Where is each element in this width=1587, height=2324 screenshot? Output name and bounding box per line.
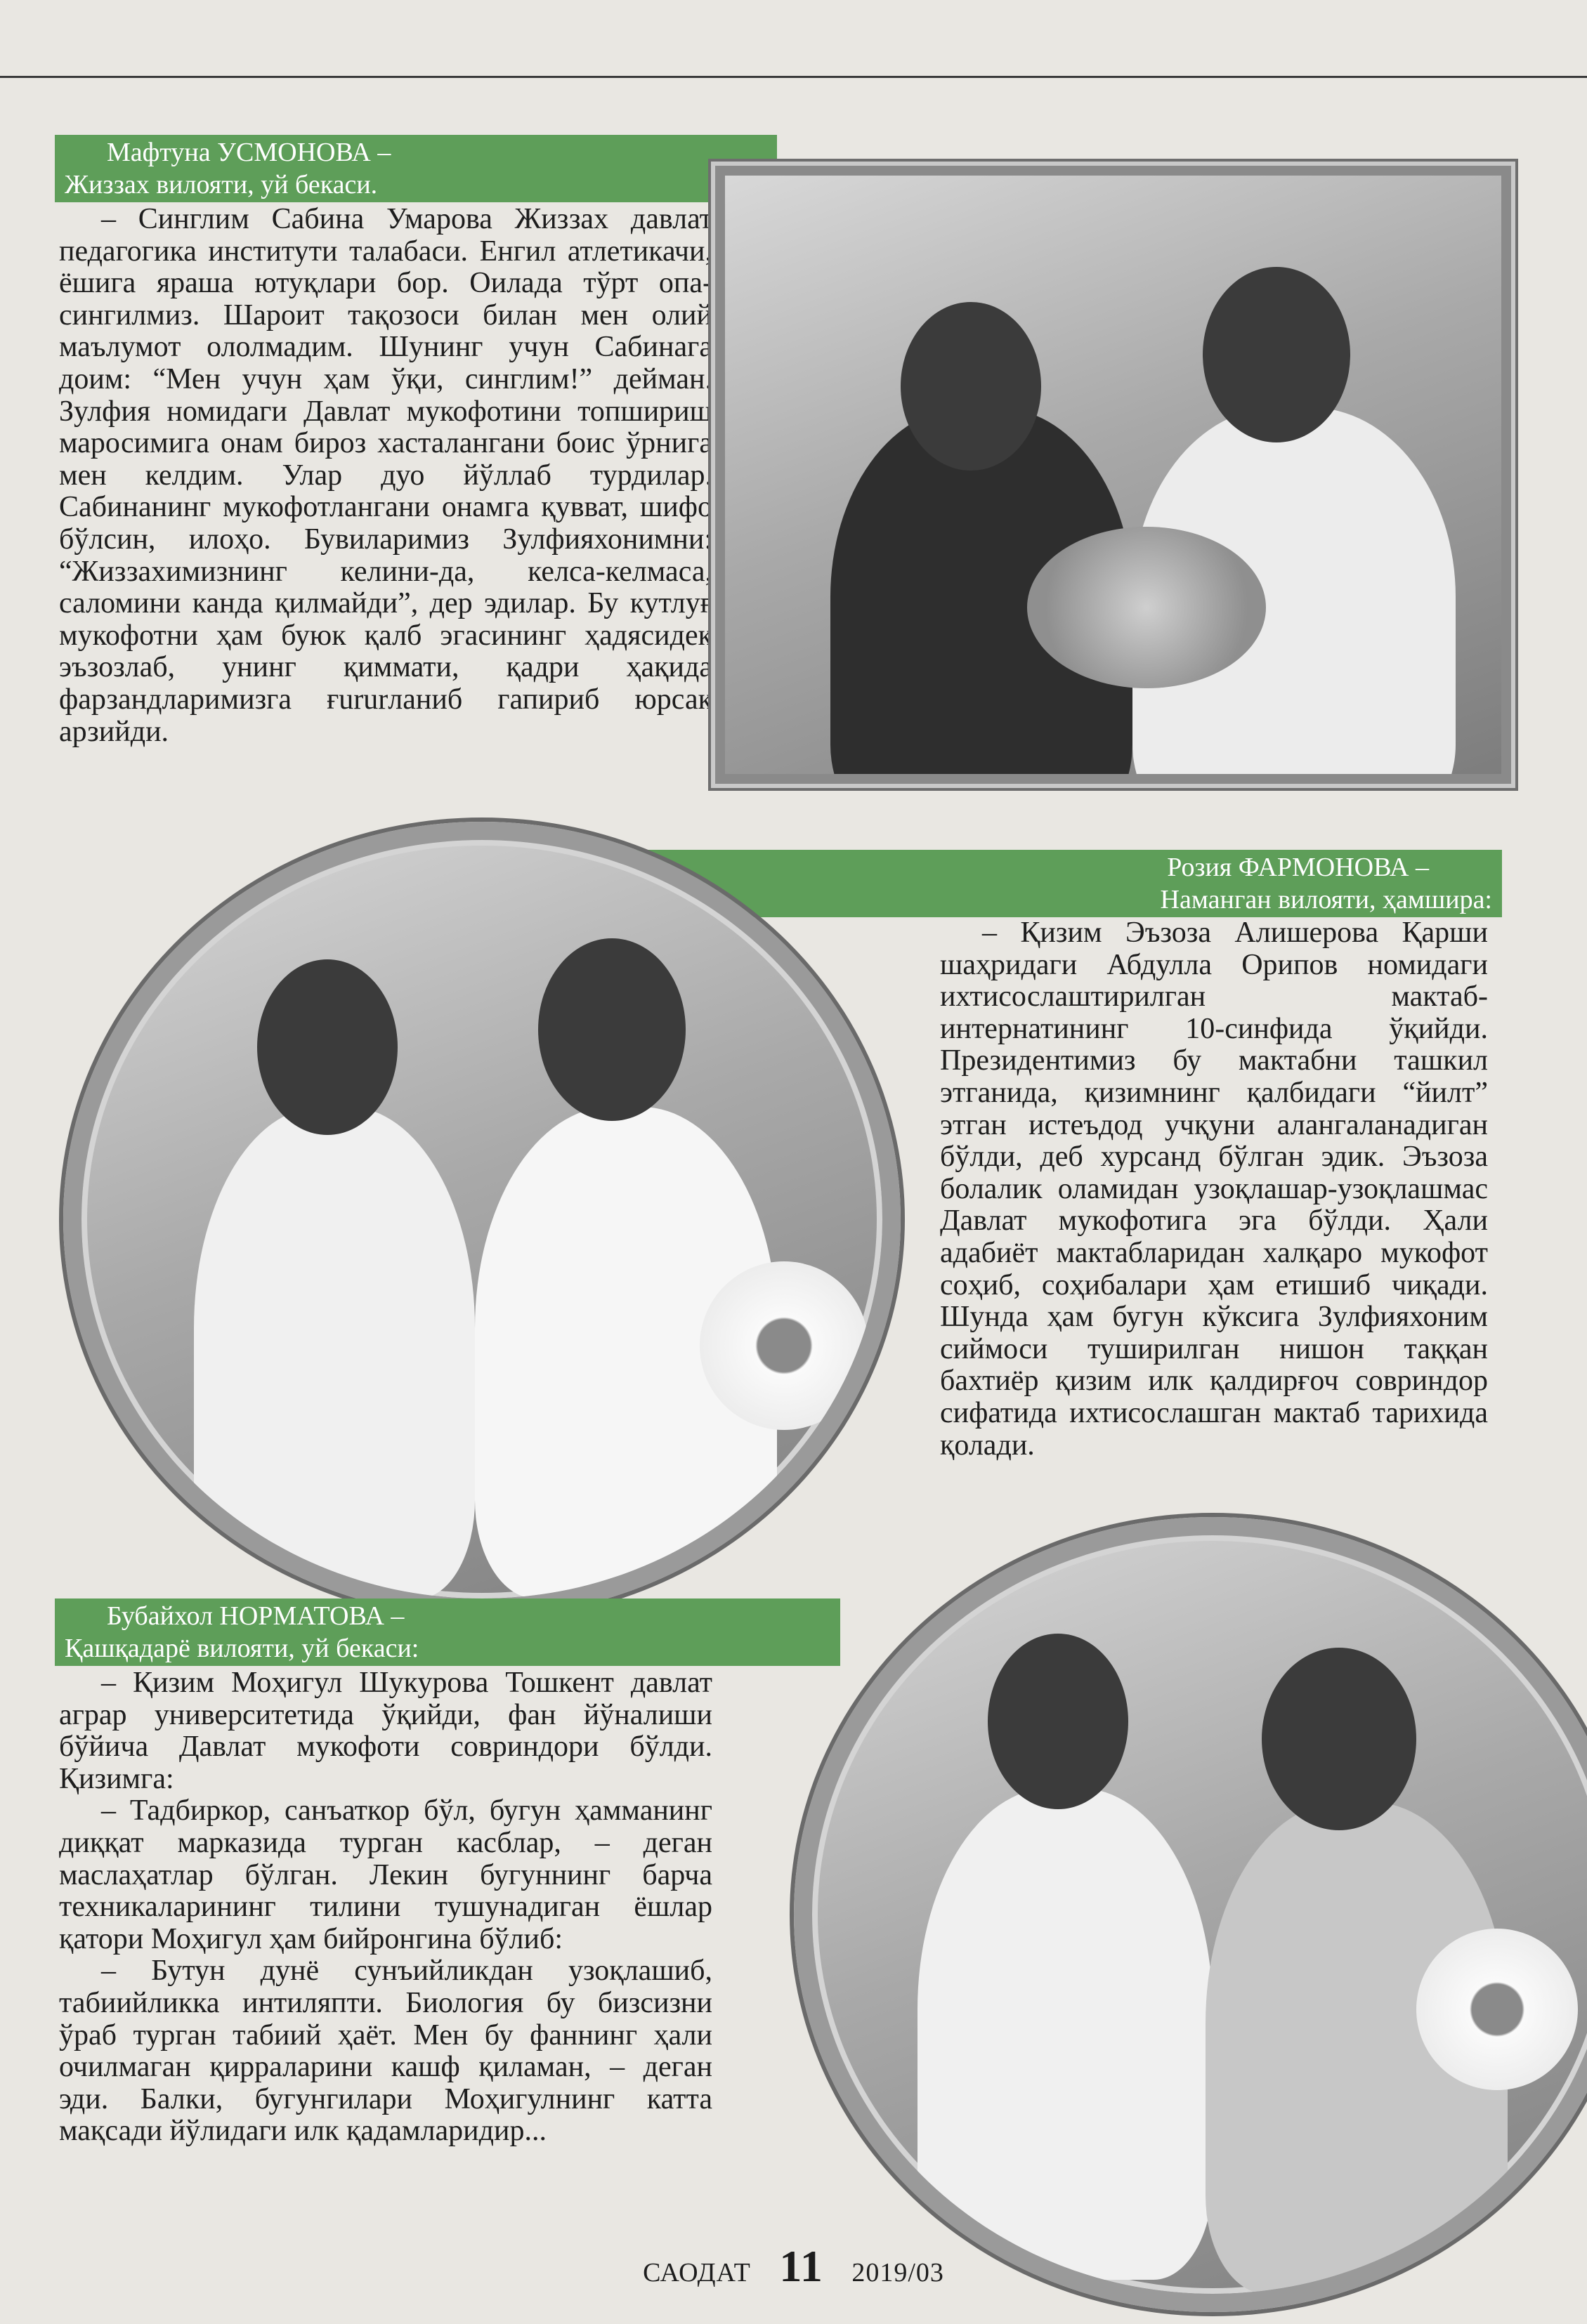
elder-mother-head (1262, 1648, 1416, 1830)
woman-right-head (1203, 267, 1350, 442)
section3-paragraph-2: – Тадбиркор, санъаткор бўл, бугун ҳамманинг диққат марказида турган касблар, – деган маслаҳатлар бўлган. Лекин бугуннинг барча техникаларининг тилини тушунадиган ёшлар қатори Моҳигул ҳам бийронгина бўлиб: (59, 1794, 712, 1955)
photo-sisters-award (715, 166, 1511, 784)
section3-name: Бубайхол НОРМАТОВА – (107, 1601, 405, 1631)
photo-mother-daughter-2 (63, 822, 901, 1617)
section3-paragraph-1: – Қизим Моҳигул Шукурова Тошкент давлат аграр университетида ўқийди, фан йўналиши бўйича Давлат мукофоти совриндори бўлди. Қизимга: (59, 1667, 712, 1795)
section2-role: Наманган вилояти, ҳамшира: (1160, 885, 1492, 914)
section1-paragraph: – Синглим Сабина Умарова Жиззах давлат педагогика институти талабаси. Енгил атлетикачи, ёшига яраша ютуқлари бор. Оилада тўрт опа-сингилмиз. Шароит тақозоси билан мен олий маълумот ололмадим. Шунинг учун Сабинага доим: “Мен учун ҳам ўқи, синглим!” дейман. Зулфия номидаги Давлат мукофотини топшириш маросимига онам бироз хасталангани боис ўрнига мен келдим. Улар дуо йўллаб турдилар. Сабинанинг мукофотлангани онамга қувват, шифо бўлсин, илоҳо. Бувиларимиз Зулфияхонимни: “Жиззахимизнинг келини-да, келса-келмаса, саломини канда қилмайди”, дер эдилар. Бу кутлуғ мукофотни ҳам буюк қалб эгасининг ҳадясидек эъзозлаб, унинг қиммати, қадри ҳақида фарзандларимизга ғururланиб гапириб юрсак арзийди. (59, 203, 712, 748)
section3-paragraph-3: – Бутун дунё сунъийликдан узоқлашиб, табиийликка интиляпти. Биология бу бизсизни ўраб турган табиий ҳаёт. Мен бу фаннинг ҳали очилмаган қирраларини кашф қиламан, – деган эди. Балки, бугунгилари Моҳигулнинг катта мақсади йўлидаги илк қадамларидир... (59, 1955, 712, 2148)
girl-figure (194, 1107, 475, 1598)
section2-header (632, 850, 1502, 917)
magazine-name: САОДАТ (643, 2258, 751, 2287)
section2-name: Розия ФАРМОНОВА – (1167, 853, 1429, 882)
section3-text (59, 1667, 712, 2148)
daughter-figure (917, 1788, 1213, 2280)
woman-left-head (901, 302, 1041, 471)
photo-mother-daughter-3 (794, 1517, 1587, 2312)
section2-paragraph: – Қизим Эъзоза Алишерова Қарши шаҳридаги Абдулла Орипов номидаги ихтисослаштирилган мактаб-интернатининг 10-синфида ўқийди. Президентимиз бу мактабни ташкил этганида, қизимнинг қалбидаги “йилт” этган истеъдод учқуни алангаланадиган бўлди, деб хурсанд бўлган эдик. Эъзоза болалик оламидан узоқлашар-узоқлашмас Давлат мукофотига эга бўлди. Ҳали адабиёт мактабларидан халқаро мукофот соҳиб, соҳибалари ҳам етишиб чиқади. Шунда ҳам бугун кўксига Зулфияхоним сиймоси туширилган нишон таққан бахтиёр қизим илк қалдирғоч совриндор сифатида ихтисослашган мактаб тарихида қолади. (940, 917, 1488, 1462)
bouquet-icon (1027, 527, 1266, 688)
section3-role: Қашқадарё вилояти, уй бекаси: (65, 1634, 419, 1663)
section1-header (55, 135, 777, 202)
daisy-icon (1416, 1929, 1578, 2090)
page-footer (0, 2240, 1587, 2292)
top-rule (0, 76, 1587, 78)
section2-text (940, 917, 1488, 1462)
daisy-icon (700, 1261, 868, 1430)
section1-text (59, 204, 712, 748)
girl-head (257, 959, 398, 1135)
section1-role: Жиззах вилояти, уй бекаси. (65, 170, 378, 199)
section1-name: Мафтуна УСМОНОВА – (107, 138, 391, 167)
page-number: 11 (779, 2241, 823, 2291)
issue-number: 2019/03 (851, 2258, 944, 2287)
daughter-head (988, 1634, 1128, 1809)
mother-head (538, 938, 686, 1121)
section3-header (55, 1598, 840, 1666)
